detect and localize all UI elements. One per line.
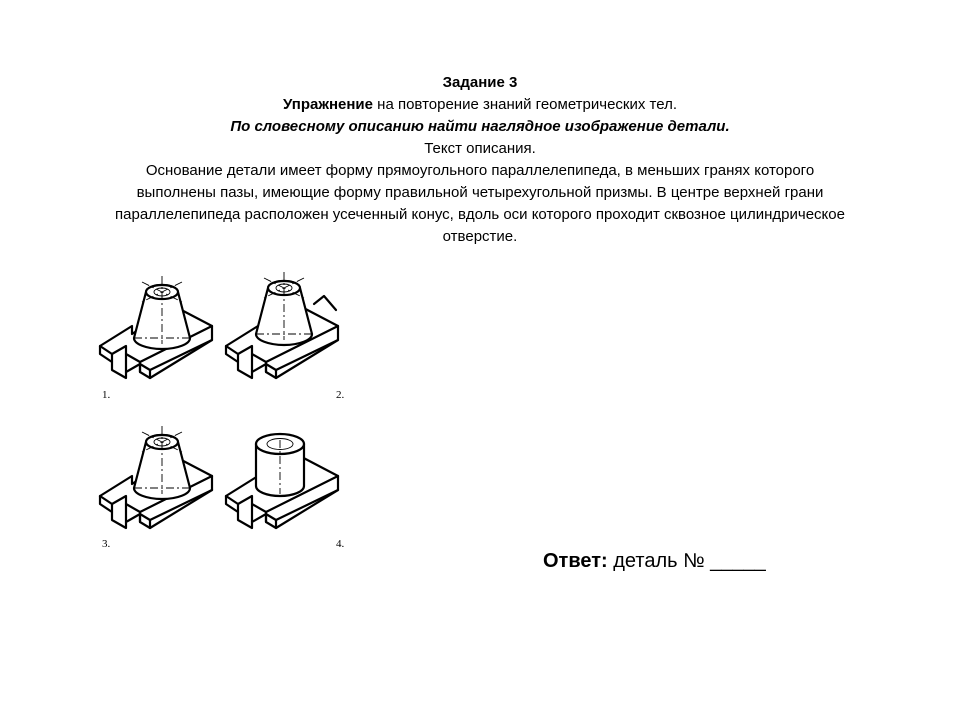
description-line-1: Основание детали имеет форму прямоугольного параллелепипеда, в меньших гранях которого <box>145 162 815 179</box>
answer-label: Ответ: <box>543 550 608 572</box>
description-line-2: выполнены пазы, имеющие форму правильной четырехугольной призмы. В центре верхней грани <box>136 184 824 201</box>
figure-1-drawing <box>100 276 212 378</box>
figure-4-drawing <box>226 434 338 528</box>
answer-line <box>543 550 766 573</box>
figure-label-3: 3. <box>102 538 111 550</box>
part-drawings <box>92 268 362 558</box>
description-line-4: отверстие. <box>442 228 518 245</box>
exercise-text: на повторение знаний геометрических тел. <box>373 96 677 113</box>
text-label: Текст описания. <box>424 140 536 157</box>
figure-3-drawing <box>100 426 212 528</box>
exercise-line <box>40 94 920 116</box>
exercise-label: Упражнение <box>283 96 373 113</box>
figure-label-4: 4. <box>336 538 345 550</box>
instruction-line: По словесному описанию найти наглядное изображение детали. <box>230 118 730 135</box>
answer-text: деталь № _____ <box>607 550 766 572</box>
task-text-block <box>40 72 920 248</box>
figure-2-drawing <box>226 272 338 378</box>
figures-grid <box>92 268 362 558</box>
figure-label-1: 1. <box>102 389 111 401</box>
task-title: Задание 3 <box>442 74 518 91</box>
description-line-3: параллелепипеда расположен усеченный конус, вдоль оси которого проходит сквозное цилиндрическое <box>115 206 845 223</box>
figure-label-2: 2. <box>336 389 345 401</box>
